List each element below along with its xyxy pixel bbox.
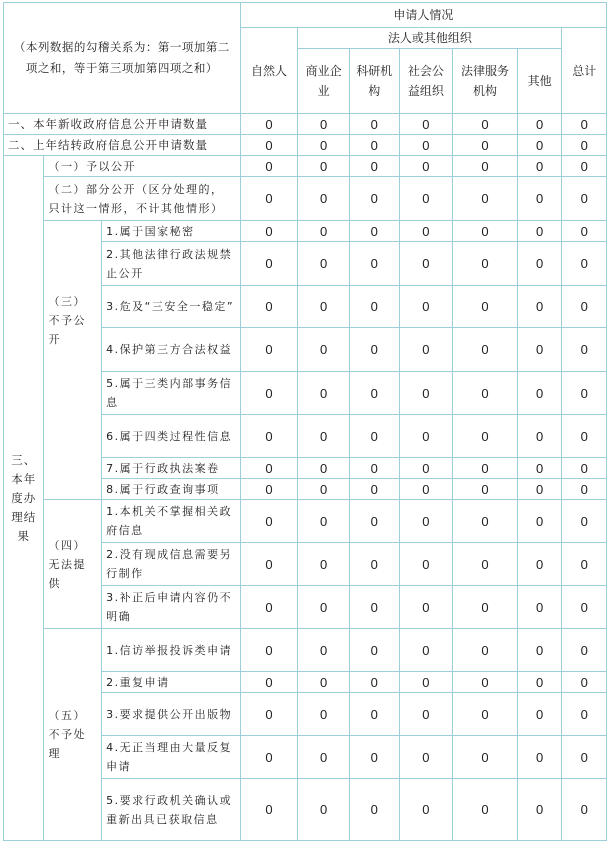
cell-value: 0	[399, 242, 453, 286]
group-label: （四）无法提供	[44, 500, 102, 629]
cell-value: 0	[349, 693, 399, 736]
row-label: 2.没有现成信息需要另行制作	[102, 543, 241, 586]
cell-value: 0	[517, 543, 562, 586]
cell-value: 0	[517, 328, 562, 372]
cell-value: 0	[298, 328, 350, 372]
cell-value: 0	[240, 328, 298, 372]
group-label: （三）不予公开	[44, 221, 102, 500]
other-header: 其他	[517, 49, 562, 114]
cell-value: 0	[562, 114, 607, 135]
cell-value: 0	[349, 586, 399, 629]
cell-value: 0	[399, 672, 453, 693]
row-label: 2.其他法律行政法规禁止公开	[102, 242, 241, 286]
cell-value: 0	[517, 286, 562, 328]
section-three-label: 三、本年度办理结果	[4, 156, 44, 841]
cell-value: 0	[349, 736, 399, 779]
cell-value: 0	[517, 114, 562, 135]
total-header: 总计	[562, 28, 607, 114]
cell-value: 0	[453, 328, 518, 372]
table-row	[4, 500, 607, 543]
legal-service-header: 法律服务机构	[453, 49, 518, 114]
cell-value: 0	[399, 543, 453, 586]
public-welfare-header: 社会公益组织	[399, 49, 453, 114]
legal-org-header: 法人或其他组织	[298, 28, 562, 49]
cell-value: 0	[517, 672, 562, 693]
cell-value: 0	[240, 693, 298, 736]
cell-value: 0	[562, 135, 607, 156]
cell-value: 0	[453, 177, 518, 221]
cell-value: 0	[298, 415, 350, 458]
cell-value: 0	[349, 114, 399, 135]
table-row	[4, 629, 607, 672]
cell-value: 0	[453, 221, 518, 242]
cell-value: 0	[562, 156, 607, 177]
cell-value: 0	[399, 156, 453, 177]
cell-value: 0	[562, 693, 607, 736]
cell-value: 0	[453, 586, 518, 629]
cell-value: 0	[298, 736, 350, 779]
cell-value: 0	[453, 458, 518, 479]
cell-value: 0	[562, 586, 607, 629]
cell-value: 0	[562, 736, 607, 779]
cell-value: 0	[298, 693, 350, 736]
cell-value: 0	[298, 156, 350, 177]
row-label: 二、上年结转政府信息公开申请数量	[4, 135, 241, 156]
cell-value: 0	[517, 221, 562, 242]
cell-value: 0	[298, 543, 350, 586]
cell-value: 0	[240, 500, 298, 543]
cell-value: 0	[298, 242, 350, 286]
cell-value: 0	[399, 177, 453, 221]
cell-value: 0	[240, 242, 298, 286]
cell-value: 0	[453, 500, 518, 543]
cell-value: 0	[399, 586, 453, 629]
cell-value: 0	[349, 458, 399, 479]
cell-value: 0	[517, 500, 562, 543]
table-row	[4, 221, 607, 242]
cell-value: 0	[349, 135, 399, 156]
cell-value: 0	[399, 479, 453, 500]
cell-value: 0	[349, 177, 399, 221]
row-label: 1.信访举报投诉类申请	[102, 629, 241, 672]
cell-value: 0	[399, 372, 453, 415]
cell-value: 0	[298, 500, 350, 543]
cell-value: 0	[298, 629, 350, 672]
cell-value: 0	[399, 328, 453, 372]
natural-person-header: 自然人	[240, 28, 298, 114]
government-info-disclosure-table	[3, 2, 607, 841]
cell-value: 0	[562, 286, 607, 328]
cell-value: 0	[240, 779, 298, 841]
cell-value: 0	[240, 221, 298, 242]
cell-value: 0	[517, 736, 562, 779]
cell-value: 0	[517, 479, 562, 500]
cell-value: 0	[562, 415, 607, 458]
cell-value: 0	[349, 372, 399, 415]
row-label: 3.要求提供公开出版物	[102, 693, 241, 736]
cell-value: 0	[453, 114, 518, 135]
cell-value: 0	[453, 135, 518, 156]
cell-value: 0	[399, 736, 453, 779]
row-label: 3.补正后申请内容仍不明确	[102, 586, 241, 629]
cell-value: 0	[399, 500, 453, 543]
cell-value: 0	[562, 221, 607, 242]
cell-value: 0	[562, 242, 607, 286]
table-row	[4, 177, 607, 221]
cell-value: 0	[240, 372, 298, 415]
row-label: 一、本年新收政府信息公开申请数量	[4, 114, 241, 135]
cell-value: 0	[517, 458, 562, 479]
cell-value: 0	[517, 372, 562, 415]
row-label: 4.保护第三方合法权益	[102, 328, 241, 372]
commercial-header: 商业企业	[298, 49, 350, 114]
cell-value: 0	[240, 114, 298, 135]
cell-value: 0	[453, 156, 518, 177]
cell-value: 0	[453, 693, 518, 736]
cell-value: 0	[349, 286, 399, 328]
cell-value: 0	[298, 114, 350, 135]
cell-value: 0	[349, 479, 399, 500]
cell-value: 0	[517, 629, 562, 672]
group-label: （五）不予处理	[44, 629, 102, 841]
row-label: 1.本机关不掌握相关政府信息	[102, 500, 241, 543]
cell-value: 0	[298, 177, 350, 221]
cell-value: 0	[240, 177, 298, 221]
cell-value: 0	[298, 672, 350, 693]
cell-value: 0	[562, 479, 607, 500]
table-row	[4, 135, 607, 156]
cell-value: 0	[453, 372, 518, 415]
cell-value: 0	[562, 458, 607, 479]
cell-value: 0	[399, 693, 453, 736]
row-label: 7.属于行政执法案卷	[102, 458, 241, 479]
cell-value: 0	[349, 500, 399, 543]
cell-value: 0	[240, 586, 298, 629]
cell-value: 0	[349, 779, 399, 841]
cell-value: 0	[240, 458, 298, 479]
cell-value: 0	[517, 779, 562, 841]
cell-value: 0	[349, 221, 399, 242]
cell-value: 0	[399, 779, 453, 841]
cell-value: 0	[298, 586, 350, 629]
cell-value: 0	[349, 672, 399, 693]
cell-value: 0	[240, 286, 298, 328]
table-row	[4, 156, 607, 177]
cell-value: 0	[298, 458, 350, 479]
cell-value: 0	[349, 156, 399, 177]
cell-value: 0	[562, 629, 607, 672]
cell-value: 0	[349, 629, 399, 672]
cell-value: 0	[240, 156, 298, 177]
cell-value: 0	[240, 736, 298, 779]
row-label: 8.属于行政查询事项	[102, 479, 241, 500]
row-label: 1.属于国家秘密	[102, 221, 241, 242]
row-label: （一）予以公开	[44, 156, 240, 177]
cell-value: 0	[562, 779, 607, 841]
checksum-note: （本列数据的勾稽关系为：第一项加第二项之和，等于第三项加第四项之和）	[4, 3, 241, 114]
cell-value: 0	[517, 156, 562, 177]
cell-value: 0	[399, 415, 453, 458]
cell-value: 0	[240, 629, 298, 672]
research-header: 科研机构	[349, 49, 399, 114]
cell-value: 0	[298, 221, 350, 242]
cell-value: 0	[453, 629, 518, 672]
cell-value: 0	[562, 328, 607, 372]
cell-value: 0	[349, 543, 399, 586]
cell-value: 0	[349, 415, 399, 458]
cell-value: 0	[240, 479, 298, 500]
cell-value: 0	[453, 543, 518, 586]
cell-value: 0	[399, 629, 453, 672]
cell-value: 0	[240, 672, 298, 693]
cell-value: 0	[562, 372, 607, 415]
row-label: 6.属于四类过程性信息	[102, 415, 241, 458]
row-label: 4.无正当理由大量反复申请	[102, 736, 241, 779]
cell-value: 0	[517, 586, 562, 629]
cell-value: 0	[562, 672, 607, 693]
cell-value: 0	[399, 286, 453, 328]
cell-value: 0	[298, 779, 350, 841]
cell-value: 0	[399, 458, 453, 479]
cell-value: 0	[517, 693, 562, 736]
cell-value: 0	[562, 500, 607, 543]
row-label: 5.属于三类内部事务信息	[102, 372, 241, 415]
cell-value: 0	[453, 479, 518, 500]
cell-value: 0	[240, 135, 298, 156]
cell-value: 0	[349, 242, 399, 286]
cell-value: 0	[517, 415, 562, 458]
cell-value: 0	[453, 415, 518, 458]
cell-value: 0	[298, 479, 350, 500]
cell-value: 0	[517, 135, 562, 156]
cell-value: 0	[240, 543, 298, 586]
row-label: 3.危及“三安全一稳定”	[102, 286, 241, 328]
cell-value: 0	[399, 135, 453, 156]
cell-value: 0	[453, 736, 518, 779]
cell-value: 0	[349, 328, 399, 372]
row-label: （二）部分公开（区分处理的，只计这一情形，不计其他情形）	[44, 177, 240, 221]
cell-value: 0	[298, 372, 350, 415]
cell-value: 0	[562, 543, 607, 586]
applicant-info-header: 申请人情况	[240, 3, 606, 28]
table-row	[4, 114, 607, 135]
cell-value: 0	[453, 779, 518, 841]
cell-value: 0	[240, 415, 298, 458]
cell-value: 0	[453, 286, 518, 328]
cell-value: 0	[453, 672, 518, 693]
cell-value: 0	[399, 221, 453, 242]
cell-value: 0	[517, 177, 562, 221]
cell-value: 0	[298, 135, 350, 156]
row-label: 2.重复申请	[102, 672, 241, 693]
cell-value: 0	[453, 242, 518, 286]
cell-value: 0	[517, 242, 562, 286]
row-label: 5.要求行政机关确认或重新出具已获取信息	[102, 779, 241, 841]
cell-value: 0	[298, 286, 350, 328]
cell-value: 0	[562, 177, 607, 221]
cell-value: 0	[399, 114, 453, 135]
